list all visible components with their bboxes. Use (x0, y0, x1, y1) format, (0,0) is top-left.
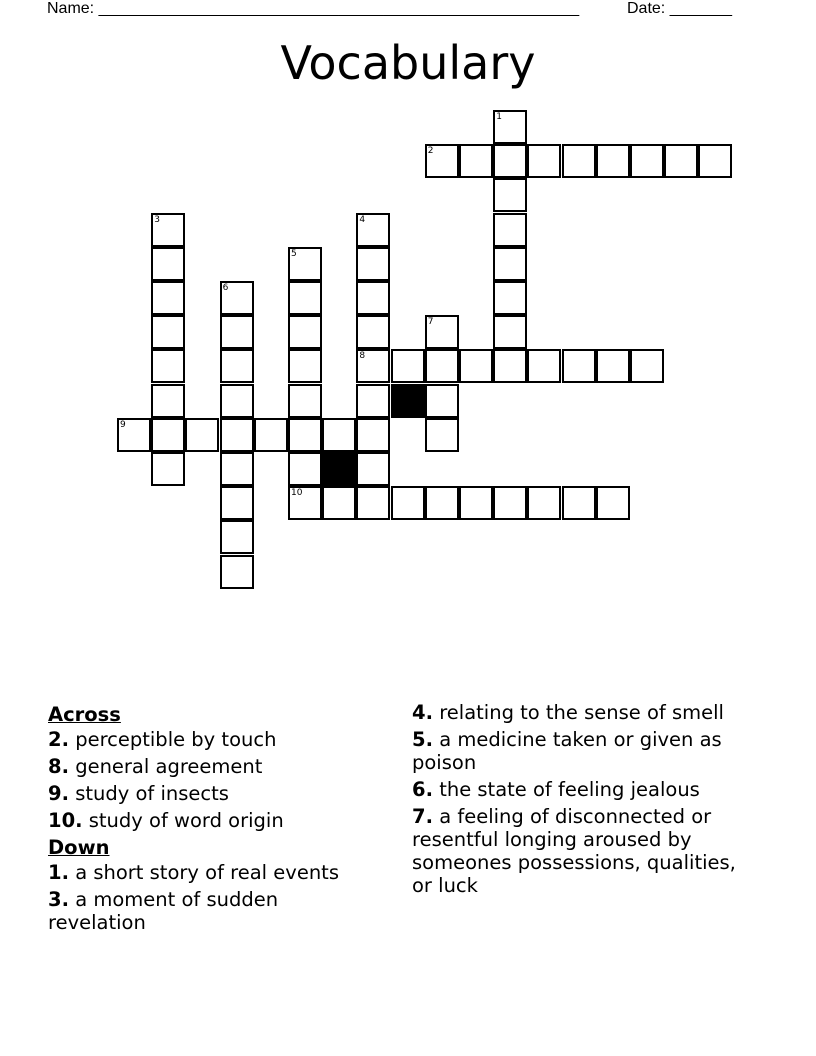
crossword-cell[interactable] (493, 281, 527, 315)
clue-number-label: 1 (496, 112, 502, 122)
crossword-cell[interactable] (391, 349, 425, 383)
crossword-cell[interactable] (322, 418, 356, 452)
clue-down-1 (48, 861, 378, 884)
crossword-cell[interactable] (527, 144, 561, 178)
crossword-cell[interactable] (493, 110, 527, 144)
clues-left-column (48, 701, 378, 938)
crossword-cell[interactable] (493, 213, 527, 247)
clue-number-label: 3 (154, 214, 160, 225)
clue-down-6 (412, 778, 762, 801)
clue-number: 5. (412, 728, 433, 751)
crossword-cell[interactable] (151, 384, 185, 418)
crossword-cell[interactable] (356, 384, 390, 418)
crossword-cell[interactable] (356, 486, 390, 520)
crossword-cell[interactable] (151, 418, 185, 452)
crossword-cell[interactable] (322, 486, 356, 520)
crossword-cell[interactable] (288, 349, 322, 383)
crossword-cell[interactable] (459, 349, 493, 383)
crossword-cell[interactable] (220, 452, 254, 486)
clue-number: 2. (48, 728, 69, 751)
clue-text: study of word origin (88, 809, 284, 832)
crossword-cell[interactable] (459, 144, 493, 178)
crossword-cell[interactable] (562, 486, 596, 520)
clue-down-5 (412, 728, 762, 774)
crossword-cell[interactable] (493, 486, 527, 520)
clue-number-label: 5 (291, 248, 297, 259)
crossword-cell[interactable] (356, 281, 390, 315)
clue-number: 3. (48, 888, 69, 911)
crossword-cell[interactable] (220, 418, 254, 452)
crossword-cell[interactable] (425, 384, 459, 418)
crossword-cell[interactable] (493, 349, 527, 383)
clue-number: 9. (48, 782, 69, 805)
crossword-cell[interactable] (596, 486, 630, 520)
clue-number: 10. (48, 809, 83, 832)
clues-right-column (412, 701, 762, 901)
clue-text: study of insects (75, 782, 229, 805)
crossword-cell[interactable] (425, 315, 459, 349)
clue-across-9 (48, 782, 378, 805)
crossword-cell[interactable] (425, 486, 459, 520)
clue-text: relating to the sense of smell (439, 701, 724, 724)
date-field-label: Date: _______ (627, 0, 732, 17)
clue-number-label: 6 (222, 283, 229, 293)
crossword-cell[interactable] (356, 247, 390, 281)
crossword-cell[interactable] (425, 144, 459, 178)
crossword-cell[interactable] (220, 486, 254, 520)
crossword-cell[interactable] (493, 315, 527, 349)
crossword-cell[interactable] (220, 315, 254, 349)
crossword-cell[interactable] (288, 384, 322, 418)
crossword-cell[interactable] (630, 349, 664, 383)
crossword-cell[interactable] (596, 349, 630, 383)
crossword-cell[interactable] (288, 452, 322, 486)
crossword-cell[interactable] (459, 486, 493, 520)
clue-across-2 (48, 728, 378, 751)
crossword-cell[interactable] (356, 452, 390, 486)
crossword-cell[interactable] (185, 418, 219, 452)
crossword-cell[interactable] (698, 144, 732, 178)
crossword-cell[interactable] (630, 144, 664, 178)
clue-number: 7. (412, 805, 433, 828)
crossword-cell[interactable] (220, 384, 254, 418)
crossword-cell[interactable] (356, 213, 390, 247)
page-title: Vocabulary (280, 36, 536, 90)
crossword-cell[interactable] (596, 144, 630, 178)
crossword-cell[interactable] (220, 349, 254, 383)
crossword-cell[interactable] (288, 315, 322, 349)
down-heading: Down (48, 836, 110, 859)
clue-across-10 (48, 809, 378, 832)
crossword-cell[interactable] (356, 349, 390, 383)
clue-down-4 (412, 701, 762, 724)
clue-text: a medicine taken or given as poison (412, 728, 722, 774)
crossword-cell[interactable] (664, 144, 698, 178)
clue-number: 6. (412, 778, 433, 801)
crossword-cell[interactable] (356, 418, 390, 452)
crossword-cell[interactable] (254, 418, 288, 452)
crossword-cell[interactable] (151, 247, 185, 281)
name-field-label: Name: ______________________________________________________ (47, 0, 580, 17)
crossword-cell[interactable] (562, 144, 596, 178)
clue-down-7 (412, 805, 762, 897)
crossword-cell[interactable] (288, 418, 322, 452)
crossword-cell[interactable] (151, 349, 185, 383)
crossword-cell[interactable] (527, 349, 561, 383)
clue-number: 8. (48, 755, 69, 778)
clue-number-label: 9 (120, 419, 126, 430)
crossword-cell[interactable] (425, 349, 459, 383)
clue-number-label: 8 (359, 351, 366, 362)
crossword-cell[interactable] (151, 213, 185, 247)
clue-number-label: 7 (427, 317, 434, 328)
crossword-cell[interactable] (151, 315, 185, 349)
clue-number: 4. (412, 701, 433, 724)
clue-number-label: 10 (291, 488, 303, 499)
clue-number-label: 2 (427, 146, 434, 157)
crossword-cell[interactable] (151, 452, 185, 486)
across-heading: Across (48, 703, 121, 726)
clue-text: a feeling of disconnected or resentful longing aroused by someones possessions, qualities, or luck (412, 805, 736, 897)
crossword-cell[interactable] (288, 247, 322, 281)
clue-text: the state of feeling jealous (439, 778, 700, 801)
crossword-cell[interactable] (220, 520, 254, 554)
clue-number: 1. (48, 861, 69, 884)
crossword-cell[interactable] (117, 418, 151, 452)
crossword-cell[interactable] (151, 281, 185, 315)
clue-text: perceptible by touch (75, 728, 277, 751)
clue-text: a short story of real events (75, 861, 339, 884)
blocked-cell (322, 452, 356, 486)
crossword-cell[interactable] (493, 178, 527, 212)
crossword-cell[interactable] (220, 555, 254, 589)
crossword-cell[interactable] (493, 247, 527, 281)
crossword-cell[interactable] (391, 486, 425, 520)
clue-number-label: 4 (359, 214, 366, 225)
crossword-cell[interactable] (356, 315, 390, 349)
blocked-cell (391, 384, 425, 418)
clue-text: general agreement (75, 755, 263, 778)
clue-text: a moment of sudden revelation (48, 888, 279, 934)
crossword-cell[interactable] (220, 281, 254, 315)
crossword-cell[interactable] (493, 144, 527, 178)
crossword-cell[interactable] (288, 486, 322, 520)
crossword-cell[interactable] (288, 281, 322, 315)
clue-across-8 (48, 755, 378, 778)
crossword-cell[interactable] (425, 418, 459, 452)
crossword-cell[interactable] (527, 486, 561, 520)
crossword-cell[interactable] (562, 349, 596, 383)
clue-down-3 (48, 888, 378, 934)
